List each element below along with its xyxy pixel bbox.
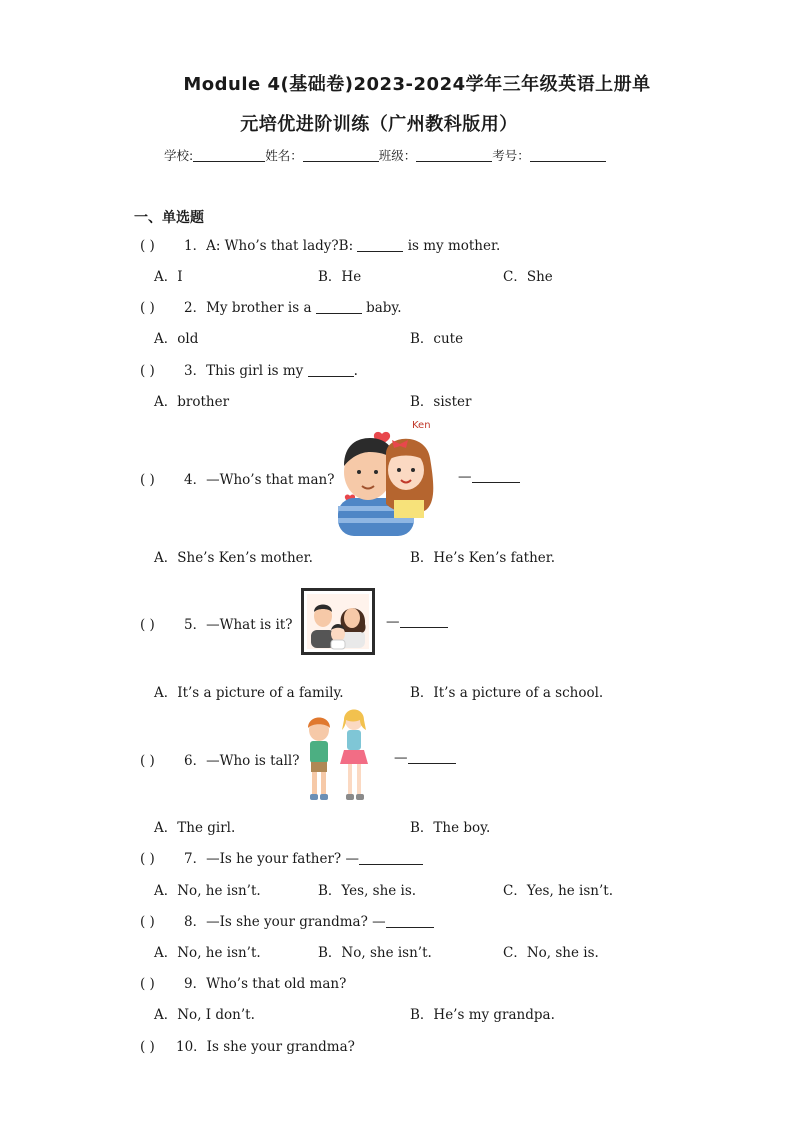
question-3 [140, 359, 358, 379]
exam-number-label: 考号： [492, 148, 530, 163]
answer-dash: — [386, 614, 400, 630]
answer-bracket[interactable]: ( ) [140, 914, 155, 930]
answer-bracket[interactable]: ( ) [140, 363, 155, 379]
answer-blank [308, 362, 354, 377]
answer-blank[interactable] [359, 850, 423, 865]
school-label: 学校: [164, 148, 194, 163]
question-10 [140, 1035, 355, 1055]
option-b[interactable]: B．cute [410, 331, 464, 347]
page-title-line2: 元培优进阶训练（广州教科版用） [240, 114, 518, 135]
option-a[interactable]: A．The girl. [154, 820, 236, 836]
answer-dash: — [394, 750, 408, 766]
option-a[interactable]: A．brother [154, 394, 230, 410]
question-6 [140, 749, 299, 769]
question-text: 6．—Who is tall? [184, 753, 300, 769]
student-info-row [164, 146, 606, 164]
option-a[interactable]: A．No, he isn’t. [154, 883, 261, 899]
question-8 [140, 910, 434, 930]
question-text: 3．This girl is my [184, 363, 308, 379]
answer-bracket[interactable]: ( ) [140, 238, 155, 254]
option-b[interactable]: B．He’s Ken’s father. [410, 550, 556, 566]
answer-blank[interactable] [386, 913, 434, 928]
class-blank[interactable] [416, 148, 492, 162]
name-label: 姓名： [265, 148, 303, 163]
question-text-end: is my mother. [403, 238, 501, 254]
option-b[interactable]: B．No, she isn’t. [318, 945, 432, 961]
question-1 [140, 234, 500, 254]
boy-and-girl-illustration [302, 706, 372, 806]
question-7 [140, 847, 423, 867]
option-a[interactable]: A．No, he isn’t. [154, 945, 261, 961]
answer-bracket[interactable]: ( ) [140, 753, 155, 769]
option-b[interactable]: B．The boy. [410, 820, 491, 836]
option-b[interactable]: B．It’s a picture of a school. [410, 685, 604, 701]
answer-blank[interactable] [400, 613, 448, 628]
family-photo-illustration [301, 588, 375, 655]
answer-blank[interactable] [408, 749, 456, 764]
question-text: 7．—Is he your father? — [184, 851, 359, 867]
answer-bracket[interactable]: ( ) [140, 1039, 155, 1055]
answer-bracket[interactable]: ( ) [140, 300, 155, 316]
question-9 [140, 972, 346, 992]
option-b[interactable]: B．He’s my grandpa. [410, 1007, 555, 1023]
answer-bracket[interactable]: ( ) [140, 851, 155, 867]
option-b[interactable]: B．Yes, she is. [318, 883, 417, 899]
answer-area-4 [458, 468, 520, 485]
option-c[interactable]: C．Yes, he isn’t. [503, 883, 613, 899]
question-2 [140, 296, 402, 316]
question-text: 8．—Is she your grandma? — [184, 914, 386, 930]
option-a[interactable]: A．No, I don’t. [154, 1007, 255, 1023]
answer-bracket[interactable]: ( ) [140, 976, 155, 992]
section-title: 一、单选题 [134, 210, 204, 226]
option-c[interactable]: C．No, she is. [503, 945, 599, 961]
option-a[interactable]: A．old [154, 331, 199, 347]
answer-bracket[interactable]: ( ) [140, 617, 155, 633]
father-and-daughter-illustration [334, 414, 446, 536]
exam-number-blank[interactable] [530, 148, 606, 162]
question-text: 9．Who’s that old man? [184, 976, 347, 992]
question-text: 1．A: Who’s that lady?B: [184, 238, 358, 254]
answer-dash: — [458, 469, 472, 485]
answer-blank[interactable] [472, 468, 520, 483]
question-text: 2．My brother is a [184, 300, 316, 316]
question-text: 10．Is she your grandma? [176, 1039, 355, 1055]
answer-area-6 [394, 749, 456, 766]
answer-blank [316, 299, 362, 314]
option-a[interactable]: A．It’s a picture of a family. [154, 685, 344, 701]
ken-label: Ken [412, 420, 431, 431]
option-b[interactable]: B．He [318, 269, 362, 285]
question-text-end: baby. [361, 300, 402, 316]
question-text-end: . [353, 363, 358, 379]
class-label: 班级： [378, 148, 417, 163]
question-text: 4．—Who’s that man? [184, 472, 335, 488]
name-blank[interactable] [303, 148, 379, 162]
option-a[interactable]: A．She’s Ken’s mother. [154, 550, 313, 566]
question-text: 5．—What is it? [184, 617, 293, 633]
question-4 [140, 468, 334, 488]
answer-blank [357, 237, 403, 252]
answer-bracket[interactable]: ( ) [140, 472, 155, 488]
school-blank[interactable] [193, 148, 265, 162]
answer-area-5 [386, 613, 448, 630]
option-b[interactable]: B．sister [410, 394, 472, 410]
question-5 [140, 613, 292, 633]
option-c[interactable]: C．She [503, 269, 553, 285]
page-title-line1: Module 4(基础卷)2023-2024学年三年级英语上册单 [183, 74, 651, 95]
option-a[interactable]: A．I [154, 269, 183, 285]
